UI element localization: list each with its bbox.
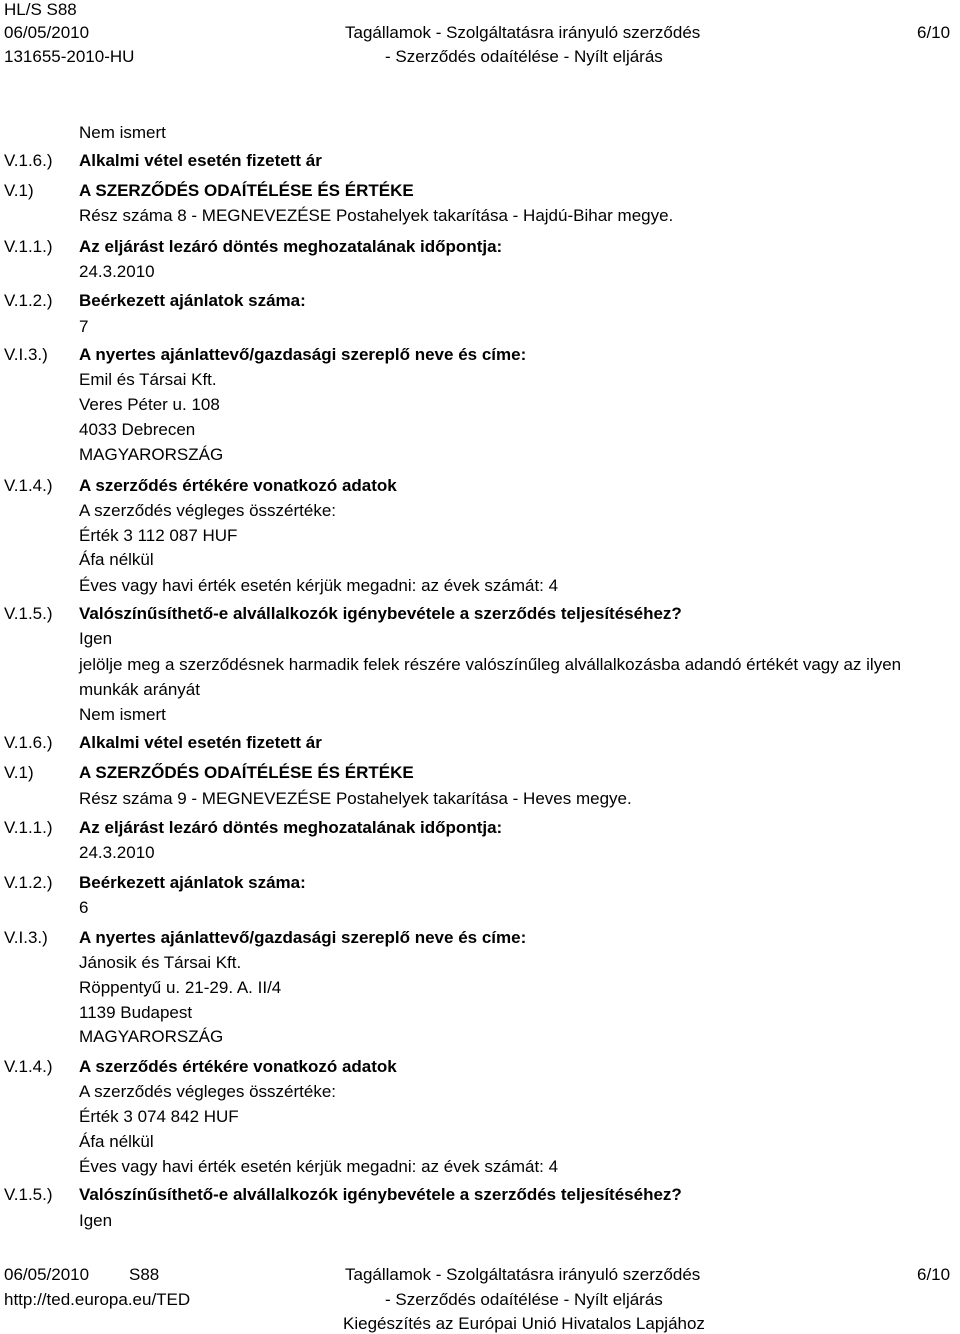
contract-value: Érték 3 112 087 HUF (79, 526, 238, 545)
offers-count-9: 6 (79, 898, 89, 917)
label-v13: V.I.3.) (4, 345, 48, 364)
subcontract-question: Valószínűsíthető-e alvállalkozók igénybevétele a szerződés teljesítéséhez? (79, 604, 682, 623)
label-v12-b: V.1.2.) (4, 873, 53, 892)
offers-label: Beérkezett ajánlatok száma: (79, 291, 306, 310)
label-v16: V.1.6.) (4, 151, 53, 170)
label-v1-b: V.1) (4, 763, 34, 782)
label-v15: V.1.5.) (4, 604, 53, 623)
award-heading-9: A SZERZŐDÉS ODAÍTÉLÉSE ÉS ÉRTÉKE (79, 763, 414, 782)
header-ref: 131655-2010-HU (4, 47, 135, 66)
label-v16-b: V.1.6.) (4, 733, 53, 752)
winner-name: Emil és Társai Kft. (79, 370, 217, 389)
label-v13-b: V.I.3.) (4, 928, 48, 947)
header-title-line1: Tagállamok - Szolgáltatásra irányuló szerződés (345, 23, 701, 42)
winner-city-9: 1139 Budapest (79, 1003, 193, 1022)
header-date: 06/05/2010 (4, 23, 90, 42)
unknown-text: Nem ismert (79, 123, 166, 142)
label-v1: V.1) (4, 181, 34, 200)
final-value-label-9: A szerződés végleges összértéke: (79, 1082, 337, 1101)
decision-date: 24.3.2010 (79, 262, 155, 281)
label-v11-b: V.1.1.) (4, 818, 53, 837)
occasional-price-heading: Alkalmi vétel esetén fizetett ár (79, 151, 322, 170)
winner-street-9: Röppentyű u. 21-29. A. II/4 (79, 978, 282, 997)
winner-street: Veres Péter u. 108 (79, 395, 220, 414)
winner-city: 4033 Debrecen (79, 420, 196, 439)
unknown-text-2: Nem ismert (79, 705, 166, 724)
footer-code: S88 (129, 1265, 160, 1284)
value-heading-9: A szerződés értékére vonatkozó adatok (79, 1057, 397, 1076)
winner-country-9: MAGYARORSZÁG (79, 1027, 224, 1046)
subcontract-answer-9: Igen (79, 1211, 113, 1230)
footer-title-line3: Kiegészítés az Európai Unió Hivatalos Lapjához (343, 1314, 705, 1333)
footer-page: 6/10 (917, 1265, 951, 1284)
winner-country: MAGYARORSZÁG (79, 445, 224, 464)
label-v12: V.1.2.) (4, 291, 53, 310)
years-note-9: Éves vagy havi érték esetén kérjük megadni: az évek számát: 4 (79, 1157, 559, 1176)
footer-date: 06/05/2010 (4, 1265, 90, 1284)
offers-label-9: Beérkezett ajánlatok száma: (79, 873, 306, 892)
footer-title-line1: Tagállamok - Szolgáltatásra irányuló szerződés (345, 1265, 701, 1284)
offers-count: 7 (79, 317, 89, 336)
winner-label-9: A nyertes ajánlattevő/gazdasági szereplő neve és címe: (79, 928, 527, 947)
occasional-price-heading-9: Alkalmi vétel esetén fizetett ár (79, 733, 322, 752)
subcontract-answer: Igen (79, 629, 113, 648)
header-title-line2: - Szerződés odaítélése - Nyílt eljárás (385, 47, 663, 66)
label-v15-b: V.1.5.) (4, 1185, 53, 1204)
lot-name-9: Rész száma 9 - MEGNEVEZÉSE Postahelyek takarítása - Heves megye. (79, 789, 632, 808)
winner-label: A nyertes ajánlattevő/gazdasági szereplő neve és címe: (79, 345, 527, 364)
decision-date-label-9: Az eljárást lezáró döntés meghozatalának időpontja: (79, 818, 503, 837)
lot-name: Rész száma 8 - MEGNEVEZÉSE Postahelyek takarítása - Hajdú-Bihar megye. (79, 206, 674, 225)
vat-note-9: Áfa nélkül (79, 1132, 154, 1151)
page-header (0, 0, 960, 70)
subcontract-note-line2: munkák arányát (79, 680, 200, 699)
label-v11: V.1.1.) (4, 237, 53, 256)
vat-note: Áfa nélkül (79, 550, 154, 569)
years-note: Éves vagy havi érték esetén kérjük megadni: az évek számát: 4 (79, 576, 559, 595)
footer-title-line2: - Szerződés odaítélése - Nyílt eljárás (385, 1290, 663, 1309)
header-page: 6/10 (917, 23, 951, 42)
value-heading: A szerződés értékére vonatkozó adatok (79, 476, 397, 495)
page-footer (0, 1262, 960, 1334)
subcontract-note-line1: jelölje meg a szerződésnek harmadik felek részére valószínűleg alvállalkozásba adandó értékét vagy az ilyen (79, 655, 902, 674)
winner-name-9: Jánosik és Társai Kft. (79, 953, 242, 972)
footer-url[interactable]: http://ted.europa.eu/TED (4, 1290, 191, 1309)
subcontract-question-9: Valószínűsíthető-e alvállalkozók igénybevétele a szerződés teljesítéséhez? (79, 1185, 682, 1204)
label-v14: V.1.4.) (4, 476, 53, 495)
doc-code: HL/S S88 (4, 0, 77, 19)
label-v14-b: V.1.4.) (4, 1057, 53, 1076)
decision-date-label: Az eljárást lezáró döntés meghozatalának időpontja: (79, 237, 503, 256)
contract-value-9: Érték 3 074 842 HUF (79, 1107, 239, 1126)
decision-date-9: 24.3.2010 (79, 843, 155, 862)
award-heading: A SZERZŐDÉS ODAÍTÉLÉSE ÉS ÉRTÉKE (79, 181, 414, 200)
final-value-label: A szerződés végleges összértéke: (79, 501, 337, 520)
